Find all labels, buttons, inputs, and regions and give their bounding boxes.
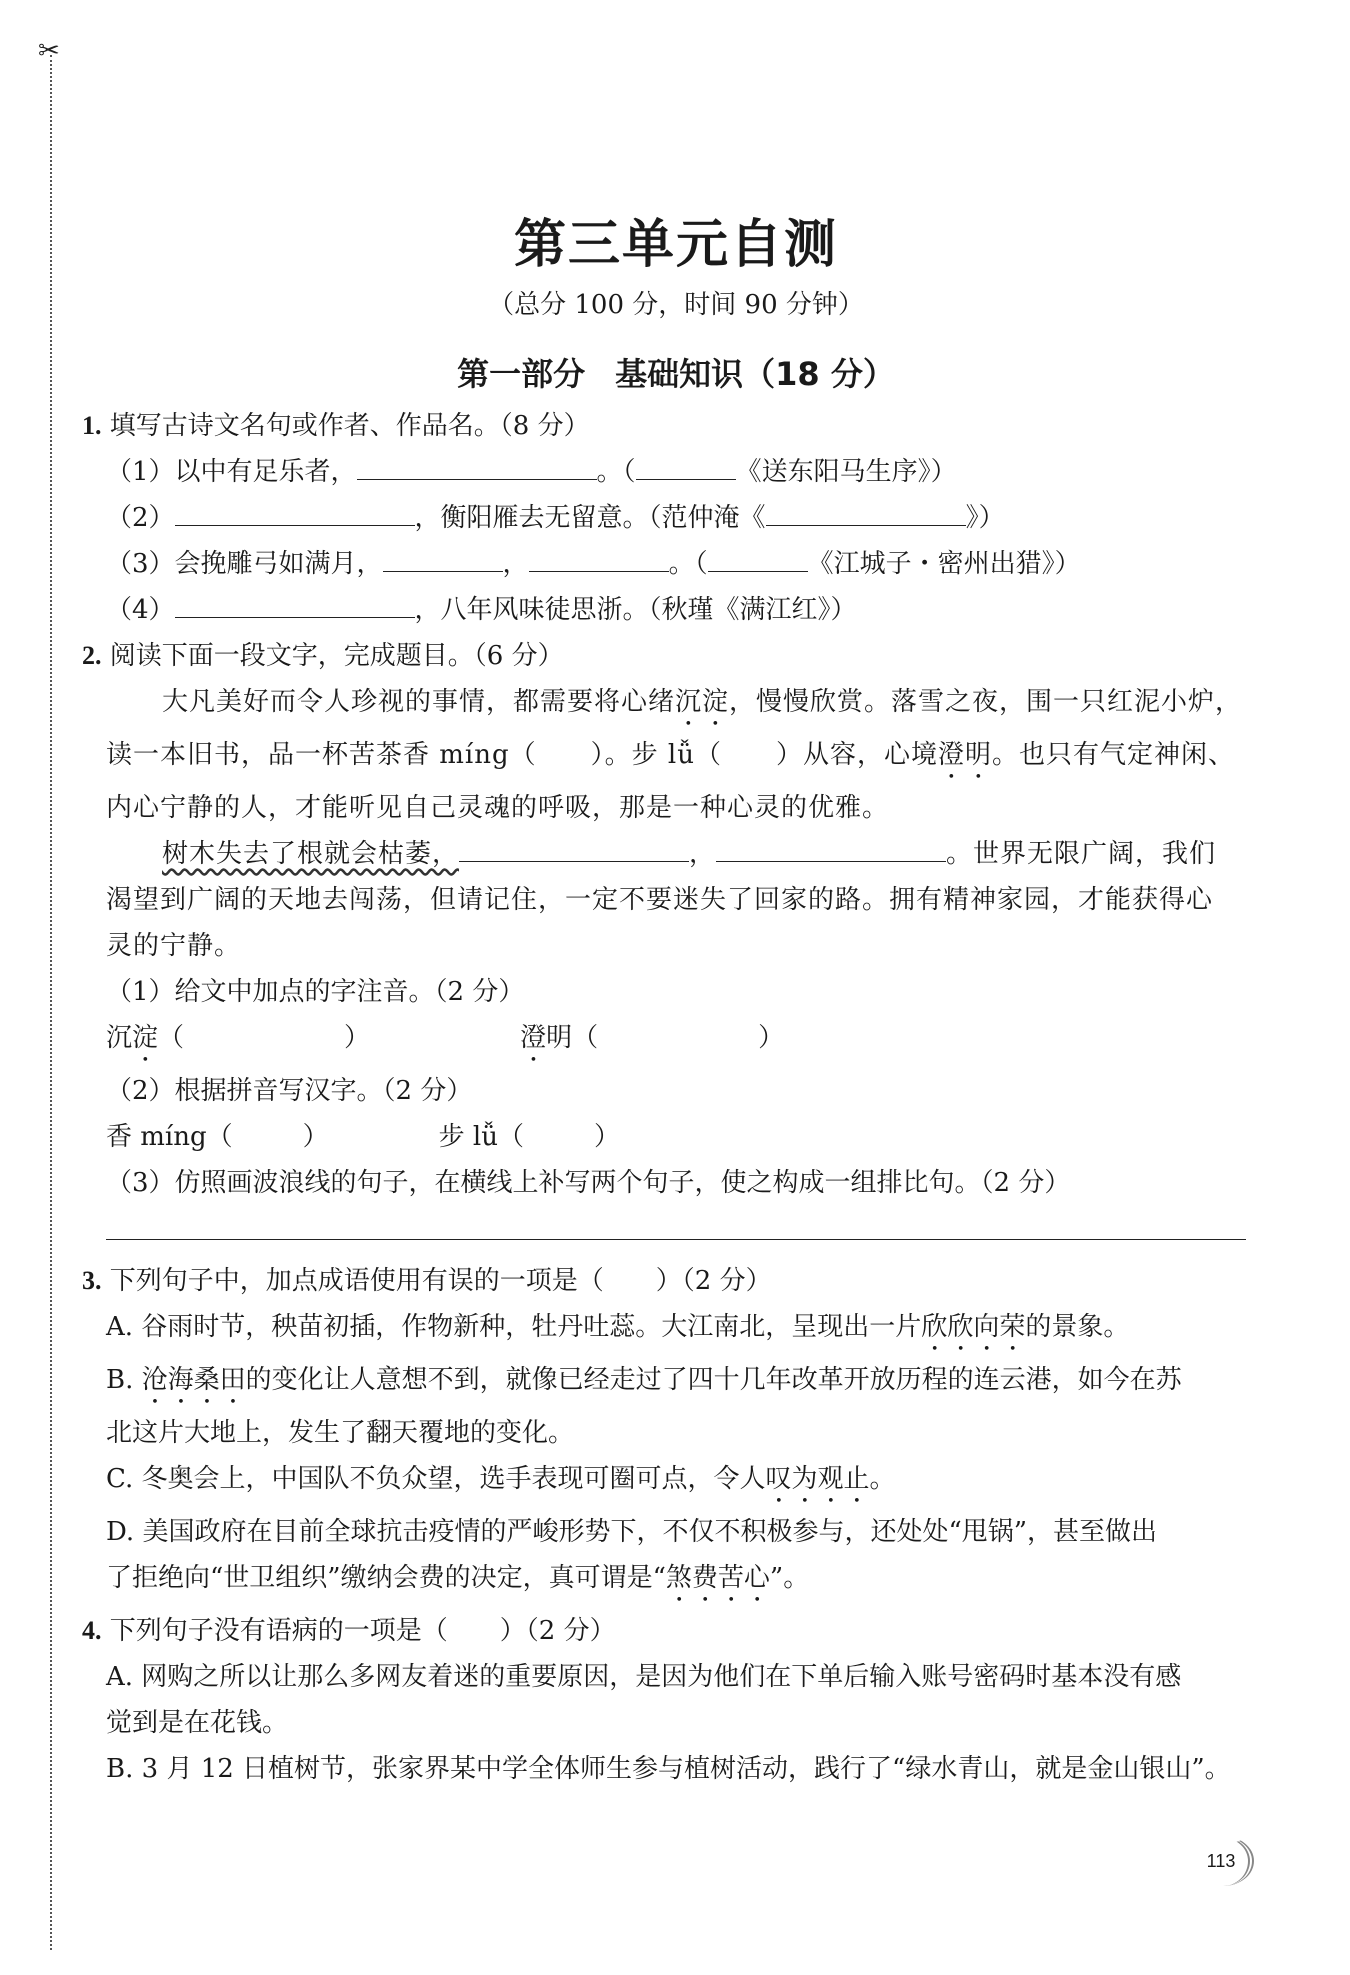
option-text: 的景象。 [1025, 1312, 1130, 1342]
answer-line[interactable] [106, 1238, 1246, 1240]
question-1-item-3 [82, 541, 1270, 587]
question-3-stem [82, 1258, 1270, 1304]
wavy-sentence: 树木失去了根就会枯萎， [162, 839, 460, 869]
question-1-item-1 [82, 449, 1270, 495]
question-text: 阅读下面一段文字，完成题目。（6 分） [109, 641, 564, 671]
passage-text: ，慢慢欣赏。落雪之夜，围一只红泥小炉， [729, 687, 1243, 717]
option-c[interactable] [82, 1456, 1270, 1509]
question-4-stem [82, 1608, 1270, 1654]
item-text: 《江城子・密州出猎》） [807, 549, 1081, 579]
worksheet-page [82, 205, 1270, 1792]
question-1-item-4 [82, 587, 1270, 633]
answer-blank[interactable] [766, 495, 966, 526]
item-text: ，衡阳雁去无留意。（范仲淹《 [414, 503, 766, 533]
page-title: 第三单元自测 [513, 215, 838, 275]
paren: ） [302, 1122, 329, 1152]
item-text: 《送东阳马生序》） [735, 457, 957, 487]
option-a[interactable] [82, 1304, 1270, 1357]
sub-question-1: （1）给文中加点的字注音。（2 分） [106, 977, 525, 1007]
passage-text: 大凡美好而令人珍视的事情，都需要将心绪 [162, 687, 676, 717]
question-text: 下列句子没有语病的一项是（ ）（2 分） [109, 1616, 616, 1646]
item-text: 。（ [668, 549, 708, 579]
answer-blank[interactable] [175, 587, 415, 618]
question-text: 填写古诗文名句或作者、作品名。（8 分） [109, 411, 590, 441]
option-text: B. [106, 1365, 142, 1395]
reading-passage [82, 679, 1270, 969]
item-text: （2） [106, 503, 175, 533]
paren: 明（ [546, 1023, 599, 1053]
passage-text: 灵的宁静。 [106, 931, 242, 961]
sub-question-2-answers [82, 1114, 1270, 1160]
section-name: 基础知识（18 分） [615, 355, 895, 393]
option-text: 的变化让人意想不到，就像已经走过了四十几年改革开放历程的连云港，如今在苏 [245, 1365, 1182, 1395]
option-d-cont [82, 1555, 1270, 1608]
item-text: ， [502, 549, 529, 579]
option-text: 。 [869, 1464, 896, 1494]
cut-margin-line [50, 55, 52, 1950]
pinyin-prompt: 香 míng（ [106, 1122, 233, 1152]
passage-text: 。也只有气定神闲、 [991, 740, 1235, 770]
question-number: 1. [82, 411, 102, 440]
passage-line [82, 923, 1270, 969]
item-text: （1）以中有足乐者， [106, 457, 357, 487]
answer-blank[interactable] [175, 495, 415, 526]
question-text: 下列句子中，加点成语使用有误的一项是（ ）（2 分） [109, 1266, 772, 1296]
option-b-cont: 北这片大地上，发生了翻天覆地的变化。 [106, 1418, 575, 1448]
page-number-badge [1188, 1836, 1254, 1886]
dotted-char: 淀 [132, 1023, 159, 1053]
scissors-icon: ✂ [38, 36, 60, 66]
section-heading [82, 349, 1270, 399]
option-a-cont: 觉到是在花钱。 [106, 1708, 289, 1738]
passage-text: 内心宁静的人，才能听见自己灵魂的呼吸，那是一种心灵的优雅。 [106, 793, 890, 823]
option-b[interactable]: B. 3 月 12 日植树节，张家界某中学全体师生参与植树活动，践行了“绿水青山，就是金山银山”。 [106, 1754, 1231, 1784]
page-arc-icon [1192, 1836, 1254, 1886]
sub-question-2: （2）根据拼音写汉字。（2 分） [106, 1076, 473, 1106]
item-text: （4） [106, 595, 175, 625]
dotted-idiom: 叹为观止 [765, 1464, 870, 1494]
option-text: 了拒绝向“世卫组织”缴纳会费的决定，真可谓是“ [106, 1563, 666, 1593]
item-text: 。（ [596, 457, 636, 487]
sub-question-1-answers [82, 1015, 1270, 1068]
question-1-stem [82, 403, 1270, 449]
paren: ） [593, 1122, 620, 1152]
answer-blank[interactable] [459, 831, 689, 862]
pinyin-prompt: 步 lǚ（ [438, 1122, 524, 1152]
passage-text: ， [689, 839, 717, 869]
passage-line [82, 732, 1270, 785]
answer-blank[interactable] [357, 449, 597, 480]
page-number: 113 [1206, 1851, 1236, 1871]
char: 沉 [106, 1023, 133, 1053]
answer-blank[interactable] [636, 449, 736, 480]
answer-blank[interactable] [383, 541, 503, 572]
passage-text: 渴望到广阔的天地去闯荡，但请记住，一定不要迷失了回家的路。拥有精神家园，才能获得心 [106, 885, 1214, 915]
answer-blank[interactable] [529, 541, 669, 572]
passage-line [82, 679, 1270, 732]
item-text: 》） [965, 503, 1005, 533]
sub-question-3: （3）仿照画波浪线的句子，在横线上补写两个句子，使之构成一组排比句。（2 分） [106, 1168, 1071, 1198]
question-1-item-2 [82, 495, 1270, 541]
item-text: ，八年风味徒思浙。（秋瑾《满江红》） [414, 595, 857, 625]
dotted-word: 澄明 [937, 740, 992, 770]
question-2-stem [82, 633, 1270, 679]
dotted-char: 澄 [520, 1023, 547, 1053]
page-subtitle: （总分 100 分，时间 90 分钟） [488, 290, 864, 320]
paren: ） [758, 1023, 785, 1053]
question-number: 4. [82, 1616, 102, 1645]
passage-line [82, 831, 1270, 877]
passage-line [82, 877, 1270, 923]
dotted-idiom: 欣欣向荣 [921, 1312, 1026, 1342]
dotted-idiom: 沧海桑田 [141, 1365, 246, 1395]
option-b[interactable] [82, 1357, 1270, 1410]
passage-text: 。世界无限广阔，我们 [946, 839, 1217, 869]
answer-blank[interactable] [708, 541, 808, 572]
question-number: 3. [82, 1266, 102, 1295]
section-label: 第一部分 [457, 355, 586, 393]
passage-line [82, 785, 1270, 831]
dotted-idiom: 煞费苦心 [665, 1563, 770, 1593]
paren: （ [158, 1023, 185, 1053]
option-d[interactable]: D. 美国政府在目前全球抗击疫情的严峻形势下，不仅不积极参与，还处处“甩锅”，甚至做出 [106, 1517, 1158, 1547]
option-text: C. 冬奥会上，中国队不负众望，选手表现可圈可点，令人 [106, 1464, 766, 1494]
option-text: ”。 [769, 1563, 810, 1593]
dotted-word: 沉淀 [675, 687, 730, 717]
option-a[interactable]: A. 网购之所以让那么多网友着迷的重要原因，是因为他们在下单后输入账号密码时基本没有感 [106, 1662, 1182, 1692]
paren: ） [344, 1023, 371, 1053]
passage-text: 读一本旧书，品一杯苦茶香 míng（ ）。步 lǚ（ ）从容，心境 [106, 740, 938, 770]
item-text: （3）会挽雕弓如满月， [106, 549, 383, 579]
option-text: A. 谷雨时节，秧苗初插，作物新种，牡丹吐蕊。大江南北，呈现出一片 [106, 1312, 922, 1342]
answer-blank[interactable] [716, 831, 946, 862]
question-number: 2. [82, 641, 102, 670]
